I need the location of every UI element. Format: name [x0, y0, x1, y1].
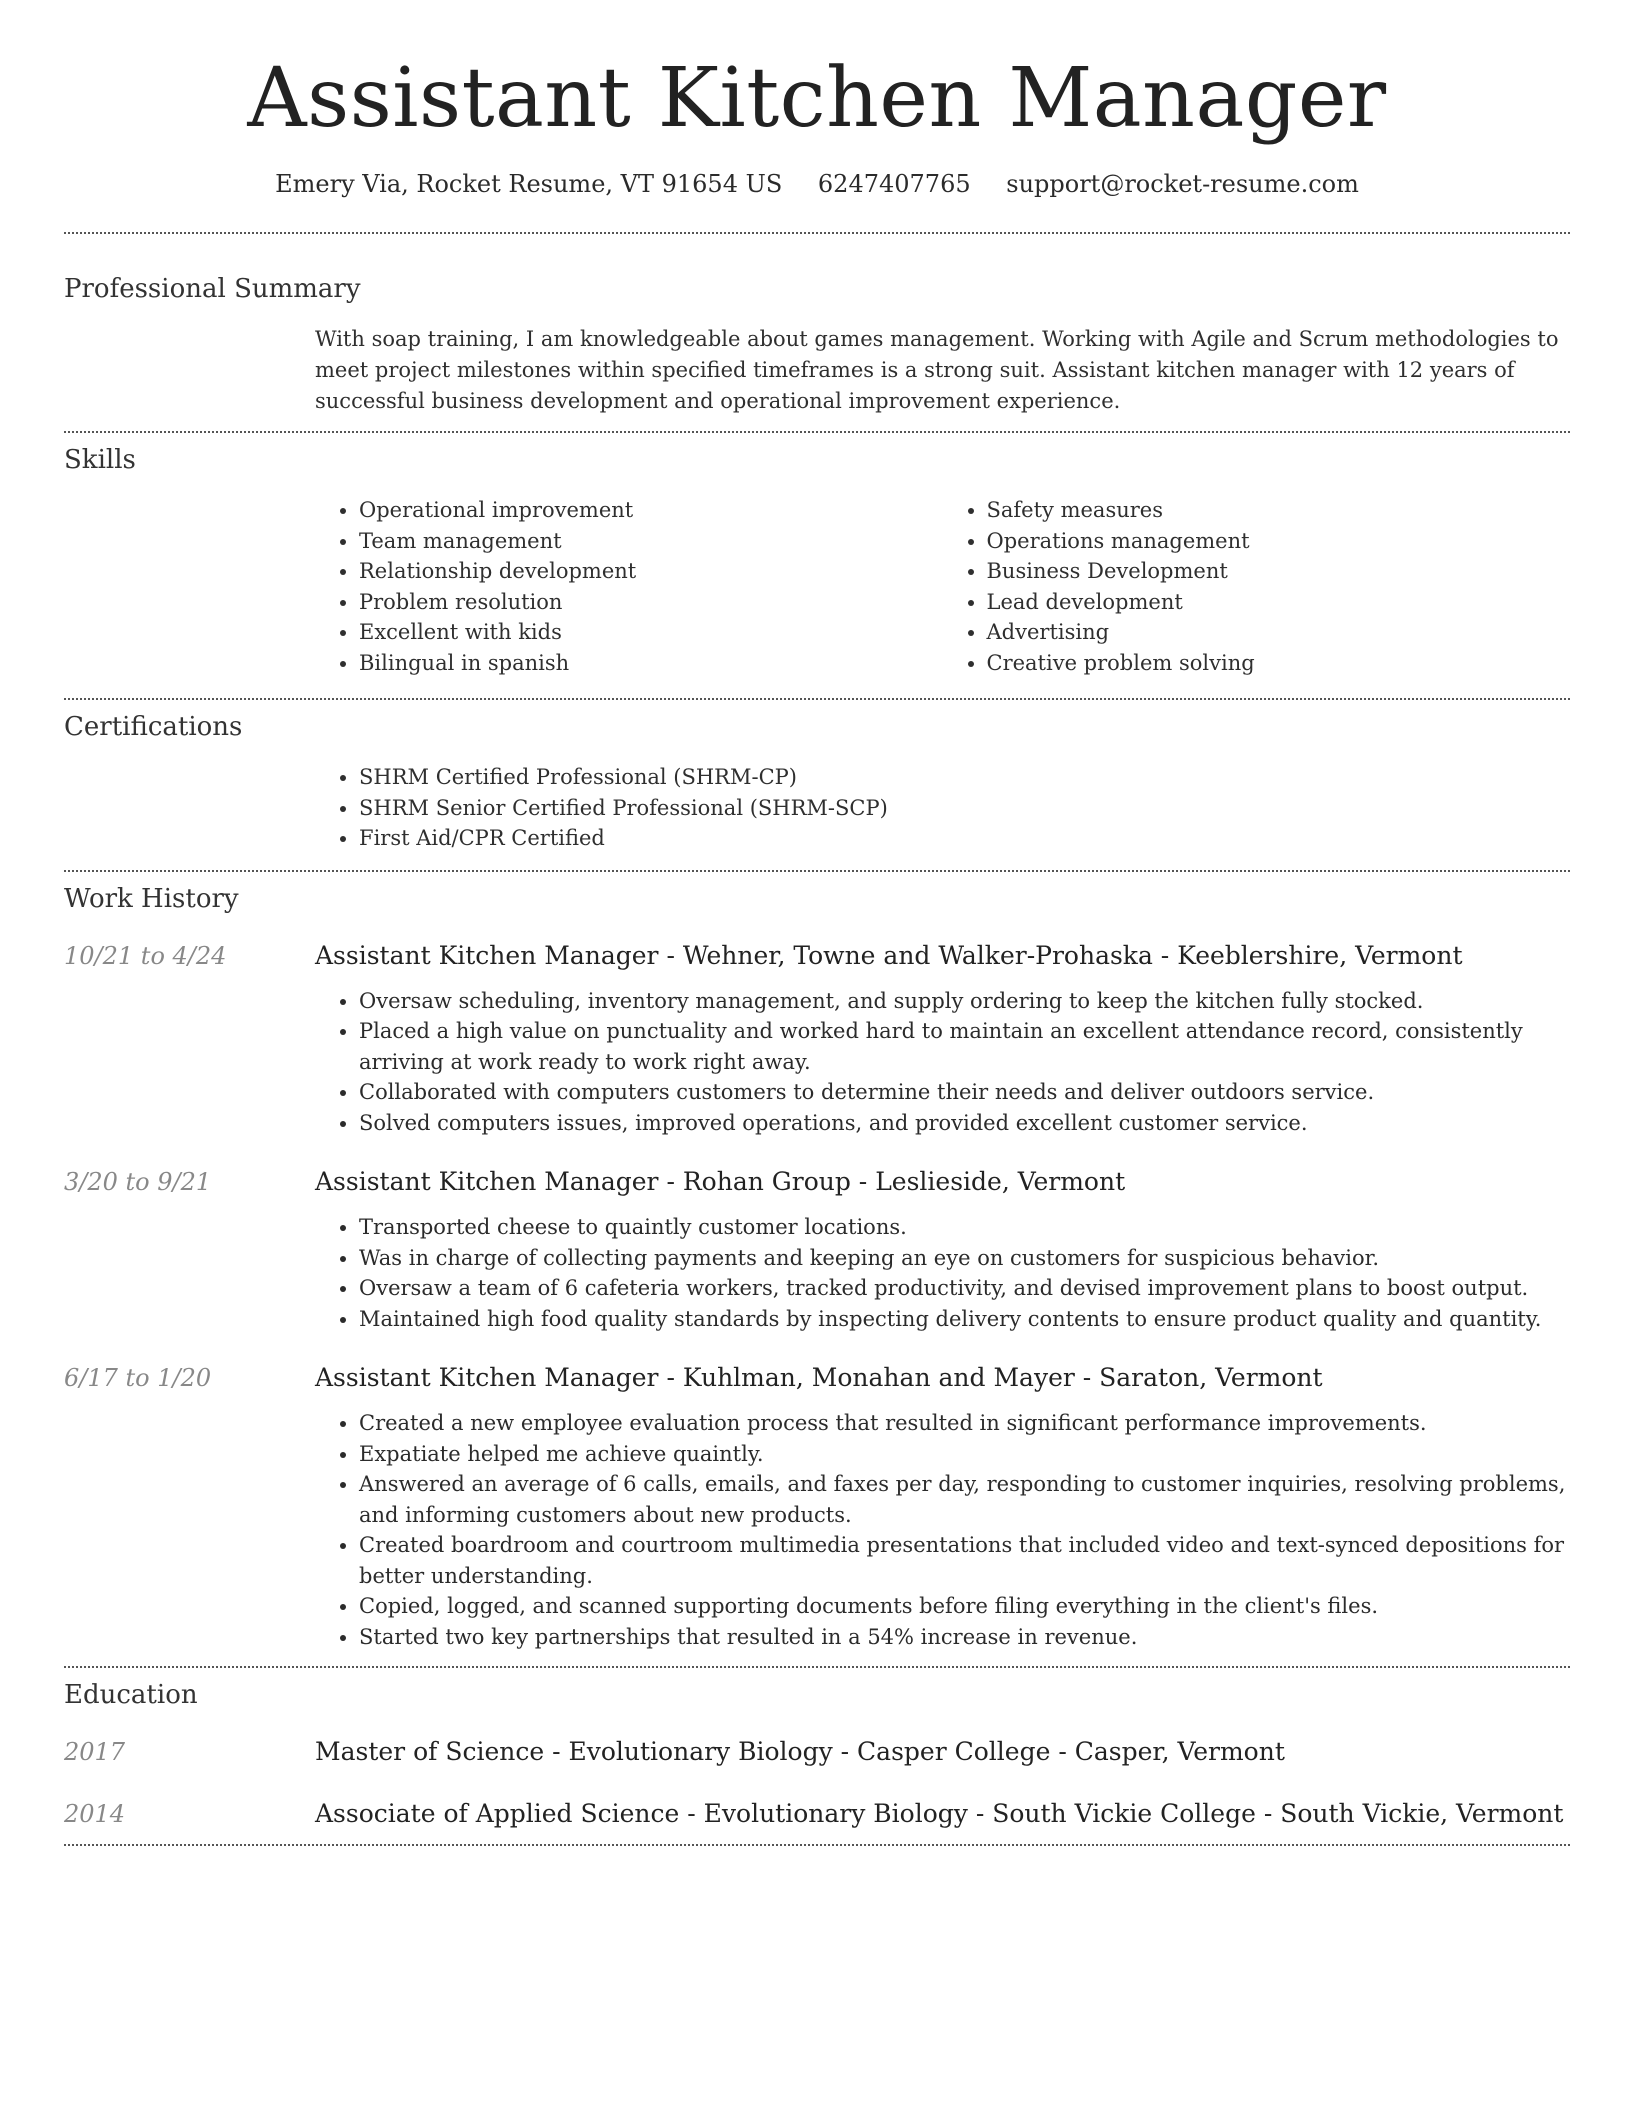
education-entry: [64, 1798, 1570, 1830]
section-heading-summary: Professional Summary: [64, 274, 361, 304]
education-title: Associate of Applied Science - Evolutionary Biology - South Vickie College - South Vickie, Vermont: [315, 1799, 1564, 1828]
list-item: • Advertising: [987, 617, 1571, 648]
list-item: • Relationship development: [359, 556, 943, 587]
list-item: • Team management: [359, 526, 943, 557]
job-title: Assistant Kitchen Manager - Kuhlman, Monahan and Mayer - Saraton, Vermont: [315, 1363, 1323, 1392]
divider: [64, 698, 1570, 700]
divider: [64, 1666, 1570, 1668]
list-item: • Solved computers issues, improved operations, and provided excellent customer service.: [359, 1108, 1570, 1139]
divider: [64, 431, 1570, 433]
contact-phone: 6247407765: [817, 170, 971, 198]
resume-page: [64, 0, 1570, 1846]
job-dates: 6/17 to 1/20: [64, 1364, 212, 1392]
education-entry: [64, 1736, 1570, 1768]
contact-line: [64, 170, 1570, 198]
list-item: • Oversaw scheduling, inventory management, and supply ordering to keep the kitchen fully stocked.: [359, 986, 1570, 1017]
list-item: • Maintained high food quality standards by inspecting delivery contents to ensure product quality and quantity.: [359, 1304, 1570, 1335]
job-entry: [64, 1362, 1570, 1652]
education-year: 2014: [64, 1800, 126, 1828]
education-title: Master of Science - Evolutionary Biology - Casper College - Casper, Vermont: [315, 1737, 1285, 1766]
job-bullets: [315, 986, 1570, 1139]
divider: [64, 232, 1570, 234]
contact-address: Emery Via, Rocket Resume, VT 91654 US: [275, 170, 783, 198]
job-dates: 3/20 to 9/21: [64, 1168, 212, 1196]
section-heading-certifications: Certifications: [64, 712, 243, 742]
job-title: Assistant Kitchen Manager - Rohan Group - Leslieside, Vermont: [315, 1167, 1126, 1196]
list-item: • SHRM Certified Professional (SHRM-CP): [359, 762, 1570, 793]
resume-title: Assistant Kitchen Manager: [247, 51, 1387, 146]
education-year: 2017: [64, 1738, 126, 1766]
job-bullets: [315, 1408, 1570, 1652]
list-item: • First Aid/CPR Certified: [359, 823, 1570, 854]
section-heading-work: Work History: [64, 883, 239, 914]
job-entry: [64, 1166, 1570, 1334]
list-item: • Expatiate helped me achieve quaintly.: [359, 1439, 1570, 1470]
skills-column-right: [943, 495, 1571, 678]
list-item: • Problem resolution: [359, 587, 943, 618]
list-item: • Lead development: [987, 587, 1571, 618]
list-item: • Safety measures: [987, 495, 1571, 526]
list-item: • Business Development: [987, 556, 1571, 587]
list-item: • Operations management: [987, 526, 1571, 557]
contact-email: support@rocket-resume.com: [1006, 170, 1359, 198]
list-item: • Operational improvement: [359, 495, 943, 526]
job-entry: [64, 940, 1570, 1139]
list-item: • Created boardroom and courtroom multimedia presentations that included video and text-synced depositions for better understanding.: [359, 1530, 1570, 1591]
skills-list: [315, 495, 1570, 678]
list-item: • SHRM Senior Certified Professional (SHRM-SCP): [359, 793, 1570, 824]
list-item: • Oversaw a team of 6 cafeteria workers, tracked productivity, and devised improvement plans to boost output.: [359, 1273, 1570, 1304]
list-item: • Answered an average of 6 calls, emails, and faxes per day, responding to customer inquiries, resolving problems, and informing customers about new products.: [359, 1469, 1570, 1530]
list-item: • Bilingual in spanish: [359, 648, 943, 679]
list-item: • Transported cheese to quaintly customer locations.: [359, 1212, 1570, 1243]
list-item: • Was in charge of collecting payments and keeping an eye on customers for suspicious behavior.: [359, 1243, 1570, 1274]
divider: [64, 1844, 1570, 1846]
list-item: • Collaborated with computers customers to determine their needs and deliver outdoors service.: [359, 1077, 1570, 1108]
job-title: Assistant Kitchen Manager - Wehner, Towne and Walker-Prohaska - Keeblershire, Vermont: [315, 940, 1463, 970]
list-item: • Started two key partnerships that resulted in a 54% increase in revenue.: [359, 1622, 1570, 1653]
list-item: • Creative problem solving: [987, 648, 1571, 679]
section-heading-skills: Skills: [64, 445, 136, 475]
skills-column-left: [315, 495, 943, 678]
list-item: • Copied, logged, and scanned supporting documents before filing everything in the client's files.: [359, 1591, 1570, 1622]
divider: [64, 870, 1570, 872]
certifications-list: [315, 762, 1570, 854]
list-item: • Placed a high value on punctuality and worked hard to maintain an excellent attendance record, consistently arriving at work ready to work right away.: [359, 1016, 1570, 1077]
list-item: • Created a new employee evaluation process that resulted in significant performance improvements.: [359, 1408, 1570, 1439]
job-bullets: [315, 1212, 1570, 1334]
list-item: • Excellent with kids: [359, 617, 943, 648]
job-dates: 10/21 to 4/24: [64, 941, 227, 970]
section-heading-education: Education: [64, 1680, 198, 1710]
summary-text: With soap training, I am knowledgeable about games management. Working with Agile and Scrum methodologies to meet project milestones within specified timeframes is a strong suit. Assistant kitchen manager with 12 years of successful business development and operational improvement experience.: [315, 327, 1559, 413]
